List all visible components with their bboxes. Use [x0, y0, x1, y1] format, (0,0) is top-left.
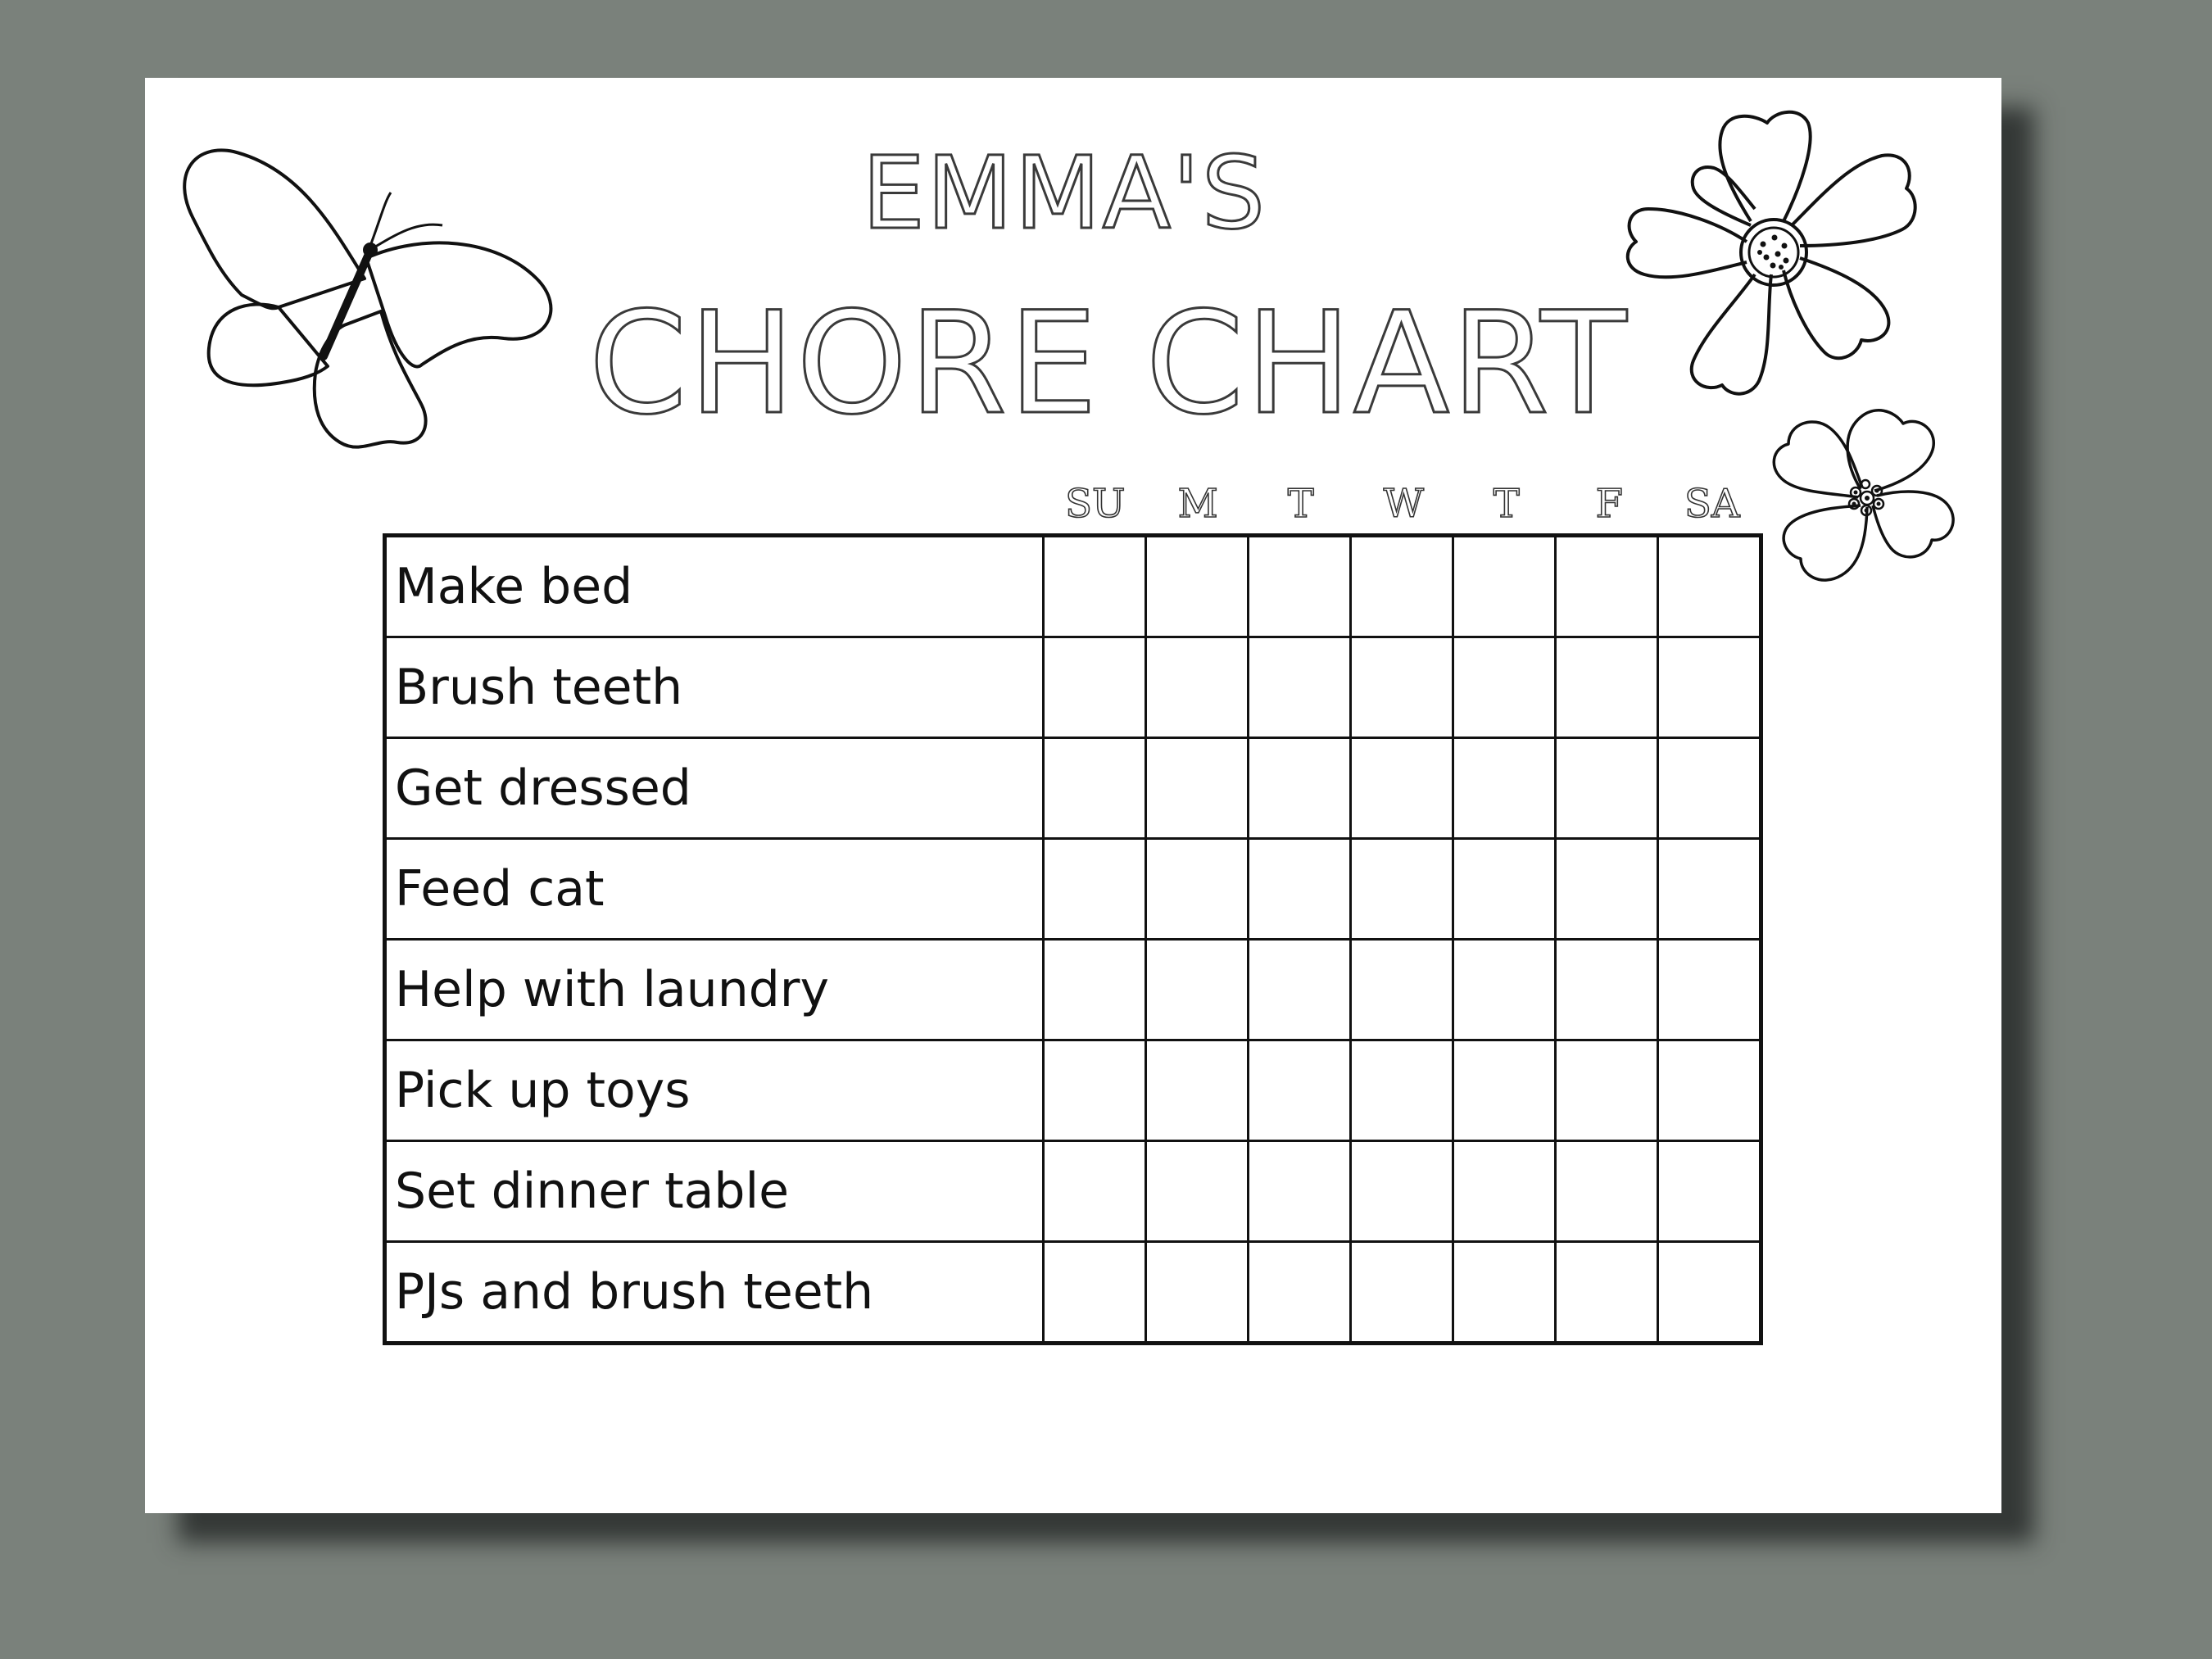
check-box[interactable] [1146, 1242, 1249, 1344]
check-box[interactable] [1453, 738, 1556, 839]
check-box[interactable] [1658, 1141, 1761, 1242]
check-box[interactable] [1658, 1242, 1761, 1344]
check-box[interactable] [1351, 536, 1453, 637]
chore-label: Make bed [385, 536, 1044, 637]
check-box[interactable] [1556, 940, 1658, 1040]
check-box[interactable] [1044, 1242, 1146, 1344]
check-box[interactable] [1044, 839, 1146, 940]
check-box[interactable] [1453, 536, 1556, 637]
check-box[interactable] [1044, 637, 1146, 738]
check-box[interactable] [1146, 1141, 1249, 1242]
check-box[interactable] [1351, 940, 1453, 1040]
table-row [385, 1242, 1761, 1344]
check-box[interactable] [1146, 738, 1249, 839]
check-box[interactable] [1556, 1040, 1658, 1141]
check-box[interactable] [1556, 1242, 1658, 1344]
check-box[interactable] [1044, 536, 1146, 637]
chart-main-title: CHORE CHART [588, 281, 1629, 446]
table-row [385, 536, 1761, 637]
check-box[interactable] [1351, 1242, 1453, 1344]
check-box[interactable] [1453, 839, 1556, 940]
check-box[interactable] [1453, 940, 1556, 1040]
chore-label: Set dinner table [385, 1141, 1044, 1242]
chore-label: Get dressed [385, 738, 1044, 839]
check-box[interactable] [1249, 1242, 1351, 1344]
check-box[interactable] [1249, 1141, 1351, 1242]
check-box[interactable] [1658, 738, 1761, 839]
check-box[interactable] [1453, 1242, 1556, 1344]
day-header-friday: F [1595, 481, 1623, 527]
table-row [385, 1040, 1761, 1141]
check-box[interactable] [1146, 839, 1249, 940]
check-box[interactable] [1658, 637, 1761, 738]
check-box[interactable] [1351, 839, 1453, 940]
check-box[interactable] [1146, 1040, 1249, 1141]
chart-owner-title: EMMA'S [861, 135, 1267, 252]
check-box[interactable] [1351, 738, 1453, 839]
day-header-saturday: SA [1684, 481, 1740, 527]
table-row [385, 940, 1761, 1040]
check-box[interactable] [1249, 637, 1351, 738]
check-box[interactable] [1249, 536, 1351, 637]
day-header-tuesday: T [1287, 481, 1314, 527]
chore-label: Pick up toys [385, 1040, 1044, 1141]
check-box[interactable] [1556, 536, 1658, 637]
check-box[interactable] [1658, 1040, 1761, 1141]
check-box[interactable] [1658, 940, 1761, 1040]
check-box[interactable] [1044, 1040, 1146, 1141]
check-box[interactable] [1044, 1141, 1146, 1242]
check-box[interactable] [1249, 940, 1351, 1040]
table-row [385, 839, 1761, 940]
check-box[interactable] [1351, 1040, 1453, 1141]
check-box[interactable] [1351, 1141, 1453, 1242]
check-box[interactable] [1146, 536, 1249, 637]
check-box[interactable] [1249, 1040, 1351, 1141]
day-header-wednesday: W [1383, 481, 1424, 527]
table-row [385, 637, 1761, 738]
table-row [385, 1141, 1761, 1242]
check-box[interactable] [1556, 1141, 1658, 1242]
check-box[interactable] [1044, 738, 1146, 839]
check-box[interactable] [1351, 637, 1453, 738]
day-header-thursday: T [1493, 481, 1520, 527]
check-box[interactable] [1658, 536, 1761, 637]
chore-label: Help with laundry [385, 940, 1044, 1040]
chore-grid [383, 533, 1763, 1345]
check-box[interactable] [1146, 637, 1249, 738]
table-row [385, 738, 1761, 839]
check-box[interactable] [1453, 1141, 1556, 1242]
check-box[interactable] [1146, 940, 1249, 1040]
chore-label: Brush teeth [385, 637, 1044, 738]
check-box[interactable] [1249, 738, 1351, 839]
weekday-header [1044, 481, 1906, 527]
day-header-monday: M [1177, 481, 1218, 527]
chore-label: PJs and brush teeth [385, 1242, 1044, 1344]
check-box[interactable] [1658, 839, 1761, 940]
check-box[interactable] [1556, 839, 1658, 940]
day-header-sunday: SU [1065, 481, 1126, 527]
check-box[interactable] [1453, 1040, 1556, 1141]
check-box[interactable] [1556, 637, 1658, 738]
chore-label: Feed cat [385, 839, 1044, 940]
check-box[interactable] [1044, 940, 1146, 1040]
check-box[interactable] [1556, 738, 1658, 839]
chore-chart-page [145, 78, 2001, 1513]
check-box[interactable] [1249, 839, 1351, 940]
check-box[interactable] [1453, 637, 1556, 738]
